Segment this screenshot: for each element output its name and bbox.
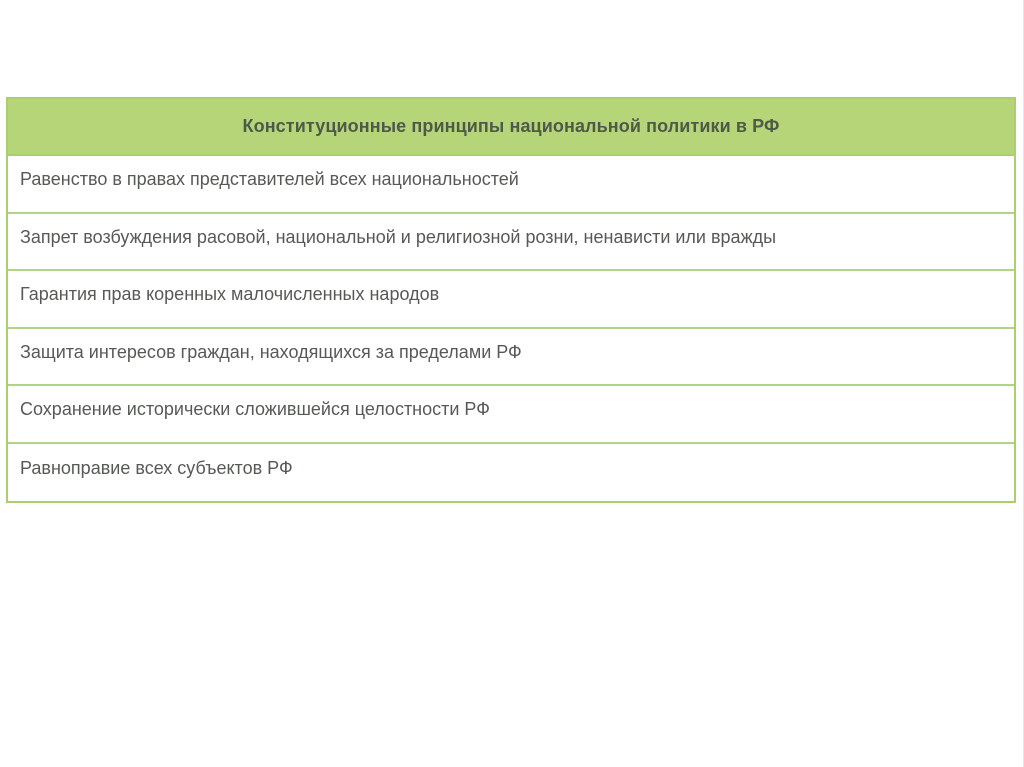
table-header (8, 99, 1014, 156)
table-row-text: Сохранение исторически сложившейся целостности РФ (20, 399, 490, 420)
table-row (8, 444, 1014, 502)
principles-table (6, 97, 1016, 503)
table-row-text: Гарантия прав коренных малочисленных народов (20, 284, 440, 305)
table-row (8, 271, 1014, 329)
table-row (8, 386, 1014, 444)
table-row-text: Равенство в правах представителей всех национальностей (20, 169, 519, 190)
table-row-text: Защита интересов граждан, находящихся за пределами РФ (20, 341, 522, 362)
table-row (8, 156, 1014, 214)
table-row-text: Запрет возбуждения расовой, национальной и религиозной розни, ненависти или вражды (20, 226, 777, 247)
table-row (8, 214, 1014, 272)
table-row (8, 329, 1014, 387)
table-row-text: Равноправие всех субъектов РФ (20, 457, 293, 478)
table-header-title: Конституционные принципы национальной политики в РФ (242, 116, 780, 136)
